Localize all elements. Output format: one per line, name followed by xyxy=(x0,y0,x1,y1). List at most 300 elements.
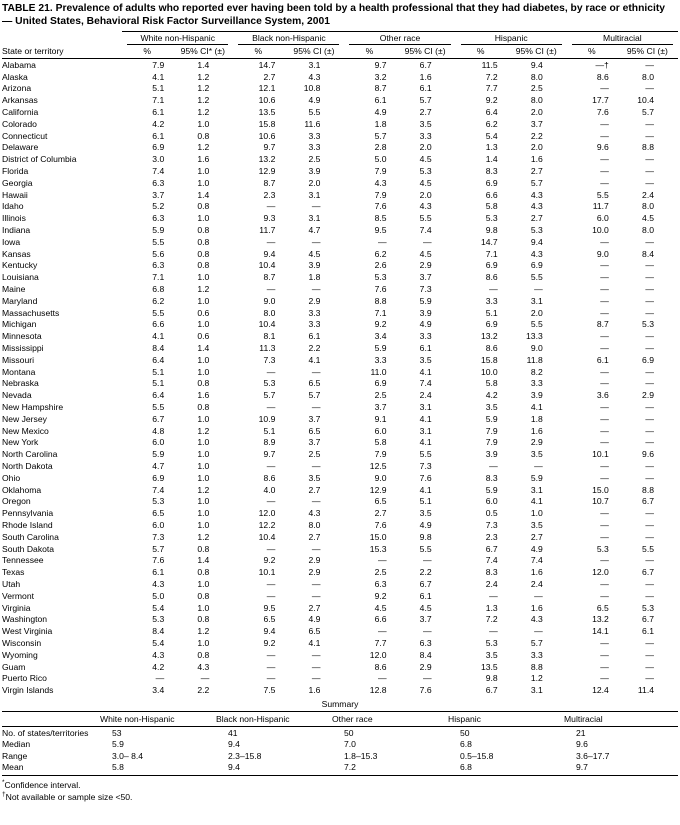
pct-value: 5.5 xyxy=(596,189,609,200)
ci-value: — xyxy=(645,555,654,566)
ci-value: 0.8 xyxy=(197,590,210,601)
pct-value: 2.7 xyxy=(374,508,387,519)
table-row xyxy=(2,59,678,71)
table-row xyxy=(2,519,678,531)
ci-value: 5.3 xyxy=(642,319,654,330)
ci-value: 4.1 xyxy=(419,413,432,424)
pct-value: 5.3 xyxy=(485,213,498,224)
ci-value: 1.2 xyxy=(530,673,543,684)
table-row xyxy=(2,212,678,224)
table-row xyxy=(2,283,678,295)
pct-value: 8.3 xyxy=(485,567,498,578)
state-name: Illinois xyxy=(2,213,26,224)
ci-value: 3.1 xyxy=(308,213,321,224)
ci-value: 4.1 xyxy=(308,354,321,365)
pct-value: 5.1 xyxy=(152,366,165,377)
pct-value: — xyxy=(600,236,609,247)
pct-value: 15.0 xyxy=(369,531,387,542)
ci-value: 1.0 xyxy=(530,508,543,519)
table-row xyxy=(2,342,678,354)
ci-value: 2.0 xyxy=(530,107,543,118)
pct-value: — xyxy=(600,83,609,94)
ci-value: 1.0 xyxy=(197,578,210,589)
summary-table xyxy=(2,711,678,776)
ci-value: 1.0 xyxy=(197,519,210,530)
pct-value: 11.7 xyxy=(592,201,609,212)
ci-value: 5.5 xyxy=(419,449,432,460)
pct-value: 6.5 xyxy=(374,496,387,507)
ci-value: 3.3 xyxy=(308,307,321,318)
ci-value: 2.9 xyxy=(419,260,432,271)
pct-value: 2.8 xyxy=(374,142,387,153)
table-row xyxy=(2,330,678,342)
ci-value: 1.2 xyxy=(197,107,210,118)
state-name: New Hampshire xyxy=(2,402,64,412)
ci-value: 3.1 xyxy=(530,685,543,696)
state-name: District of Columbia xyxy=(2,154,77,165)
ci-value: 8.8 xyxy=(530,661,543,672)
pct-value: 5.3 xyxy=(152,614,165,625)
pct-value: 6.0 xyxy=(485,496,498,507)
ci-value: 2.0 xyxy=(308,177,321,188)
ci-value: — xyxy=(645,295,654,306)
ci-value: — xyxy=(311,284,321,295)
ci-value: — xyxy=(645,378,654,389)
ci-value: 3.7 xyxy=(308,413,321,424)
ci-value: 2.7 xyxy=(308,602,321,613)
ci-value: 1.0 xyxy=(197,366,210,377)
ci-value: 2.9 xyxy=(642,390,654,401)
pct-value: 8.7 xyxy=(596,319,609,330)
ci-value: 2.0 xyxy=(419,142,432,153)
table-row xyxy=(2,495,678,507)
ci-value: 4.3 xyxy=(530,201,543,212)
table-row xyxy=(2,319,678,331)
pct-value: 7.1 xyxy=(374,307,387,318)
ci-value: 3.7 xyxy=(308,437,321,448)
ci-value: 8.4 xyxy=(642,248,654,259)
summary-value: 7.0 xyxy=(344,739,356,750)
state-name: Michigan xyxy=(2,319,37,330)
pct-value: 5.4 xyxy=(485,130,498,141)
table-row xyxy=(2,661,678,673)
summary-row-label: No. of states/territories xyxy=(2,727,89,738)
ci-value: 7.4 xyxy=(419,225,432,236)
ci-value: 0.8 xyxy=(197,543,210,554)
pct-value: 12.0 xyxy=(592,567,609,578)
pct-value: 9.2 xyxy=(263,637,276,648)
pct-value: 6.2 xyxy=(152,295,165,306)
group-header-label: White non-Hispanic xyxy=(127,33,228,45)
ci-value: 6.7 xyxy=(419,59,432,70)
pct-value: 8.6 xyxy=(596,71,609,82)
pct-value: 12.1 xyxy=(258,83,276,94)
ci-subheader-3: 95% CI (±) xyxy=(506,45,567,59)
ci-value: 6.5 xyxy=(308,378,321,389)
ci-value: 2.5 xyxy=(308,449,321,460)
table-row xyxy=(2,602,678,614)
ci-value: 1.0 xyxy=(197,508,210,519)
group-header-label: Black non-Hispanic xyxy=(238,33,339,45)
pct-value: 10.0 xyxy=(480,366,498,377)
ci-value: 3.5 xyxy=(530,519,543,530)
ci-value: 6.7 xyxy=(642,614,654,625)
pct-value: 2.3 xyxy=(485,531,498,542)
state-name: Kentucky xyxy=(2,260,38,271)
ci-value: 1.0 xyxy=(197,118,210,129)
pct-value: — xyxy=(489,590,498,601)
pct-value: — xyxy=(600,378,609,389)
ci-value: 4.1 xyxy=(419,366,432,377)
ci-value: 7.6 xyxy=(419,685,432,696)
ci-value: 1.2 xyxy=(197,95,210,106)
ci-value: 4.9 xyxy=(419,519,432,530)
ci-value: 3.3 xyxy=(419,130,432,141)
pct-value: 7.9 xyxy=(485,437,498,448)
table-row xyxy=(2,142,678,154)
pct-value: 3.5 xyxy=(485,649,498,660)
pct-value: 8.7 xyxy=(374,83,387,94)
pct-subheader-4: % xyxy=(567,45,617,59)
ci-value: 6.7 xyxy=(642,567,654,578)
summary-value: 5.8 xyxy=(98,762,214,776)
ci-value: 4.3 xyxy=(197,661,210,672)
pct-value: 3.3 xyxy=(374,354,387,365)
state-name: Nebraska xyxy=(2,378,39,389)
pct-value: 5.7 xyxy=(152,543,165,554)
summary-value: 21 xyxy=(576,727,586,738)
pct-value: 6.5 xyxy=(263,614,276,625)
ci-subheader-2: 95% CI (±) xyxy=(395,45,456,59)
pct-value: — xyxy=(600,673,609,684)
pct-value: 12.0 xyxy=(258,508,276,519)
pct-value: 10.0 xyxy=(592,225,609,236)
pct-value: 7.6 xyxy=(374,201,387,212)
pct-value: 11.3 xyxy=(259,343,276,354)
ci-value: 1.4 xyxy=(197,555,210,566)
ci-value: 6.9 xyxy=(642,354,654,365)
table-row xyxy=(2,189,678,201)
pct-value: — xyxy=(600,508,609,519)
table-row xyxy=(2,118,678,130)
pct-value: 6.8 xyxy=(152,284,165,295)
pct-value: 3.6 xyxy=(596,390,609,401)
ci-value: 5.3 xyxy=(642,602,654,613)
pct-value: — xyxy=(600,260,609,271)
pct-value: 5.8 xyxy=(485,378,498,389)
pct-value: — xyxy=(266,201,276,212)
table-row xyxy=(2,307,678,319)
ci-value: — xyxy=(645,59,654,70)
ci-value: 1.0 xyxy=(197,295,210,306)
pct-value: — xyxy=(266,673,276,684)
pct-value: — xyxy=(600,118,609,129)
pct-value: — xyxy=(489,460,498,471)
pct-value: — xyxy=(266,661,276,672)
summary-row-label: Range xyxy=(2,750,28,761)
ci-value: 6.1 xyxy=(308,331,321,342)
ci-value: 5.5 xyxy=(419,543,432,554)
ci-value: — xyxy=(645,236,654,247)
table-row xyxy=(2,531,678,543)
ci-value: — xyxy=(645,472,654,483)
state-name: Rhode Island xyxy=(2,519,53,530)
ci-value: 2.5 xyxy=(530,83,543,94)
pct-value: 6.7 xyxy=(485,685,498,696)
pct-value: 8.7 xyxy=(263,272,276,283)
pct-value: — xyxy=(600,177,609,188)
pct-value: 9.3 xyxy=(263,213,276,224)
pct-value: 6.2 xyxy=(485,118,498,129)
ci-value: 3.5 xyxy=(419,118,432,129)
ci-value: — xyxy=(645,578,654,589)
ci-value: — xyxy=(311,661,321,672)
summary-row xyxy=(2,739,678,751)
table-row xyxy=(2,94,678,106)
ci-value: 4.3 xyxy=(530,614,543,625)
ci-value: 8.0 xyxy=(642,225,654,236)
ci-subheader-4: 95% CI (±) xyxy=(617,45,678,59)
ci-value: — xyxy=(645,331,654,342)
ci-value: 1.6 xyxy=(530,154,543,165)
table-row xyxy=(2,590,678,602)
pct-value: 8.6 xyxy=(263,472,276,483)
state-name: Alaska xyxy=(2,71,28,82)
pct-value: 6.9 xyxy=(485,319,498,330)
pct-value: 6.1 xyxy=(596,354,609,365)
state-name: Montana xyxy=(2,366,36,377)
pct-value: 6.0 xyxy=(596,213,609,224)
state-name: North Dakota xyxy=(2,460,53,471)
ci-value: 1.2 xyxy=(197,142,210,153)
pct-value: 6.0 xyxy=(374,425,387,436)
pct-value: — xyxy=(377,236,387,247)
pct-value: 4.9 xyxy=(374,107,387,118)
dagger-marker: † xyxy=(2,791,6,799)
state-name: Wisconsin xyxy=(2,637,42,648)
ci-value: 1.0 xyxy=(197,496,210,507)
table-row xyxy=(2,578,678,590)
summary-value: 9.6 xyxy=(576,739,588,750)
ci-value: 4.5 xyxy=(308,248,321,259)
ci-value: 1.0 xyxy=(197,177,210,188)
summary-col-header-2: Other race xyxy=(330,712,446,727)
pct-value: — xyxy=(600,555,609,566)
ci-value: 2.7 xyxy=(530,531,543,542)
state-name: Iowa xyxy=(2,236,21,247)
pct-value: 7.2 xyxy=(485,71,498,82)
ci-value: 2.7 xyxy=(308,484,321,495)
ci-value: 1.6 xyxy=(197,390,210,401)
pct-value: — xyxy=(266,578,276,589)
ci-value: 4.3 xyxy=(308,71,321,82)
ci-value: 2.0 xyxy=(530,142,543,153)
ci-value: 2.0 xyxy=(530,307,543,318)
pct-value: 5.6 xyxy=(152,248,165,259)
pct-value: 5.8 xyxy=(485,201,498,212)
table-row xyxy=(2,83,678,95)
pct-value: — xyxy=(600,295,609,306)
state-name: Texas xyxy=(2,567,25,578)
pct-value: 4.8 xyxy=(152,425,165,436)
ci-value: 3.1 xyxy=(419,425,432,436)
pct-value: 8.4 xyxy=(152,343,165,354)
pct-value: 6.3 xyxy=(152,260,165,271)
ci-value: 5.5 xyxy=(530,319,543,330)
state-name: Virginia xyxy=(2,602,31,613)
pct-value: 7.1 xyxy=(152,95,165,106)
pct-value: 6.1 xyxy=(152,567,165,578)
ci-value: — xyxy=(645,177,654,188)
pct-value: 15.3 xyxy=(369,543,387,554)
ci-value: 0.8 xyxy=(197,614,210,625)
table-row xyxy=(2,130,678,142)
pct-value: 13.5 xyxy=(258,107,276,118)
pct-value: — xyxy=(377,626,387,637)
table-row xyxy=(2,472,678,484)
pct-value: 1.8 xyxy=(374,118,387,129)
ci-value: 3.9 xyxy=(308,260,321,271)
ci-value: 8.0 xyxy=(308,519,321,530)
state-name: Arkansas xyxy=(2,95,38,106)
ci-value: 3.5 xyxy=(308,472,321,483)
table-row xyxy=(2,437,678,449)
pct-value: 7.6 xyxy=(374,519,387,530)
pct-value: 5.7 xyxy=(374,130,387,141)
ci-value: — xyxy=(423,673,432,684)
ci-value: 1.4 xyxy=(197,189,210,200)
group-header-3 xyxy=(456,32,567,46)
pct-value: 4.7 xyxy=(152,460,165,471)
pct-value: 2.4 xyxy=(485,578,498,589)
table-row xyxy=(2,460,678,472)
ci-value: 4.5 xyxy=(419,248,432,259)
state-name: Alabama xyxy=(2,59,36,70)
state-name: Maine xyxy=(2,284,26,295)
ci-value: 1.2 xyxy=(197,626,210,637)
ci-value: 3.9 xyxy=(419,307,432,318)
pct-value: 6.1 xyxy=(152,130,165,141)
ci-value: — xyxy=(645,83,654,94)
summary-col-header-3: Hispanic xyxy=(446,712,562,727)
ci-value: 1.6 xyxy=(308,685,321,696)
pct-value: 5.8 xyxy=(374,437,387,448)
ci-value: 1.6 xyxy=(530,567,543,578)
pct-value: 9.6 xyxy=(596,142,609,153)
pct-value: 8.8 xyxy=(374,295,387,306)
pct-value: 5.7 xyxy=(263,390,276,401)
ci-value: 9.8 xyxy=(419,531,432,542)
ci-value: — xyxy=(311,673,321,684)
pct-value: — xyxy=(600,284,609,295)
pct-value: 14.7 xyxy=(258,59,276,70)
state-name: Louisiana xyxy=(2,272,39,283)
ci-value: 1.6 xyxy=(530,425,543,436)
summary-value: 50 xyxy=(460,727,470,738)
ci-value: 6.9 xyxy=(530,260,543,271)
ci-value: 2.2 xyxy=(308,343,321,354)
ci-value: 9.4 xyxy=(530,236,543,247)
pct-value: 11.0 xyxy=(370,366,387,377)
pct-value: 8.6 xyxy=(485,343,498,354)
ci-value: 5.9 xyxy=(530,472,543,483)
ci-value: 1.0 xyxy=(197,354,210,365)
pct-value: 5.5 xyxy=(152,236,165,247)
state-name: Tennessee xyxy=(2,555,44,566)
ci-value: 0.8 xyxy=(197,649,210,660)
ci-value: 5.7 xyxy=(308,390,321,401)
pct-value: 10.4 xyxy=(258,319,276,330)
ci-value: — xyxy=(534,460,543,471)
pct-value: 6.1 xyxy=(374,95,387,106)
pct-value: 5.4 xyxy=(152,637,165,648)
group-header-label: Other race xyxy=(349,33,450,45)
table-row xyxy=(2,554,678,566)
ci-value: 1.8 xyxy=(308,272,321,283)
pct-value: 1.4 xyxy=(485,154,498,165)
ci-value: 2.9 xyxy=(308,567,321,578)
ci-value: — xyxy=(423,626,432,637)
pct-value: 5.3 xyxy=(374,272,387,283)
ci-value: — xyxy=(534,626,543,637)
pct-value: 9.0 xyxy=(596,248,609,259)
group-header-label: Multiracial xyxy=(572,33,673,45)
pct-value: 5.9 xyxy=(152,225,165,236)
pct-value: 5.9 xyxy=(152,449,165,460)
ci-value: — xyxy=(645,130,654,141)
ci-value: — xyxy=(311,578,321,589)
ci-value: 4.5 xyxy=(419,154,432,165)
ci-value: — xyxy=(645,460,654,471)
pct-value: 15.0 xyxy=(592,484,609,495)
ci-value: — xyxy=(200,673,210,684)
footnotes xyxy=(2,778,678,803)
state-name: New York xyxy=(2,437,39,448)
ci-value: 2.9 xyxy=(308,555,321,566)
table-row xyxy=(2,71,678,83)
summary-value: 9.4 xyxy=(228,739,240,750)
ci-value: 7.3 xyxy=(419,284,432,295)
pct-value: 6.0 xyxy=(152,437,165,448)
pct-value: 14.1 xyxy=(592,626,609,637)
ci-value: 3.3 xyxy=(419,331,432,342)
table-row xyxy=(2,684,678,696)
ci-value: 5.3 xyxy=(419,166,432,177)
ci-value: — xyxy=(645,413,654,424)
ci-value: 8.8 xyxy=(642,142,654,153)
pct-value: 12.8 xyxy=(369,685,387,696)
ci-value: 4.9 xyxy=(308,95,321,106)
pct-value: — xyxy=(600,661,609,672)
ci-value: 4.3 xyxy=(530,248,543,259)
pct-value: — xyxy=(266,236,276,247)
pct-value: 9.2 xyxy=(263,555,276,566)
group-header-0 xyxy=(122,32,233,46)
pct-value: — xyxy=(600,637,609,648)
pct-value: 6.3 xyxy=(152,213,165,224)
pct-value: 5.3 xyxy=(485,637,498,648)
ci-value: 3.3 xyxy=(308,130,321,141)
table-row xyxy=(2,637,678,649)
pct-value: 8.6 xyxy=(485,272,498,283)
ci-value: 4.1 xyxy=(419,484,432,495)
pct-value: 4.5 xyxy=(374,602,387,613)
ci-value: — xyxy=(423,555,432,566)
pct-value: — xyxy=(600,531,609,542)
ci-value: — xyxy=(311,543,321,554)
ci-value: — xyxy=(311,366,321,377)
ci-value: 3.1 xyxy=(308,189,321,200)
